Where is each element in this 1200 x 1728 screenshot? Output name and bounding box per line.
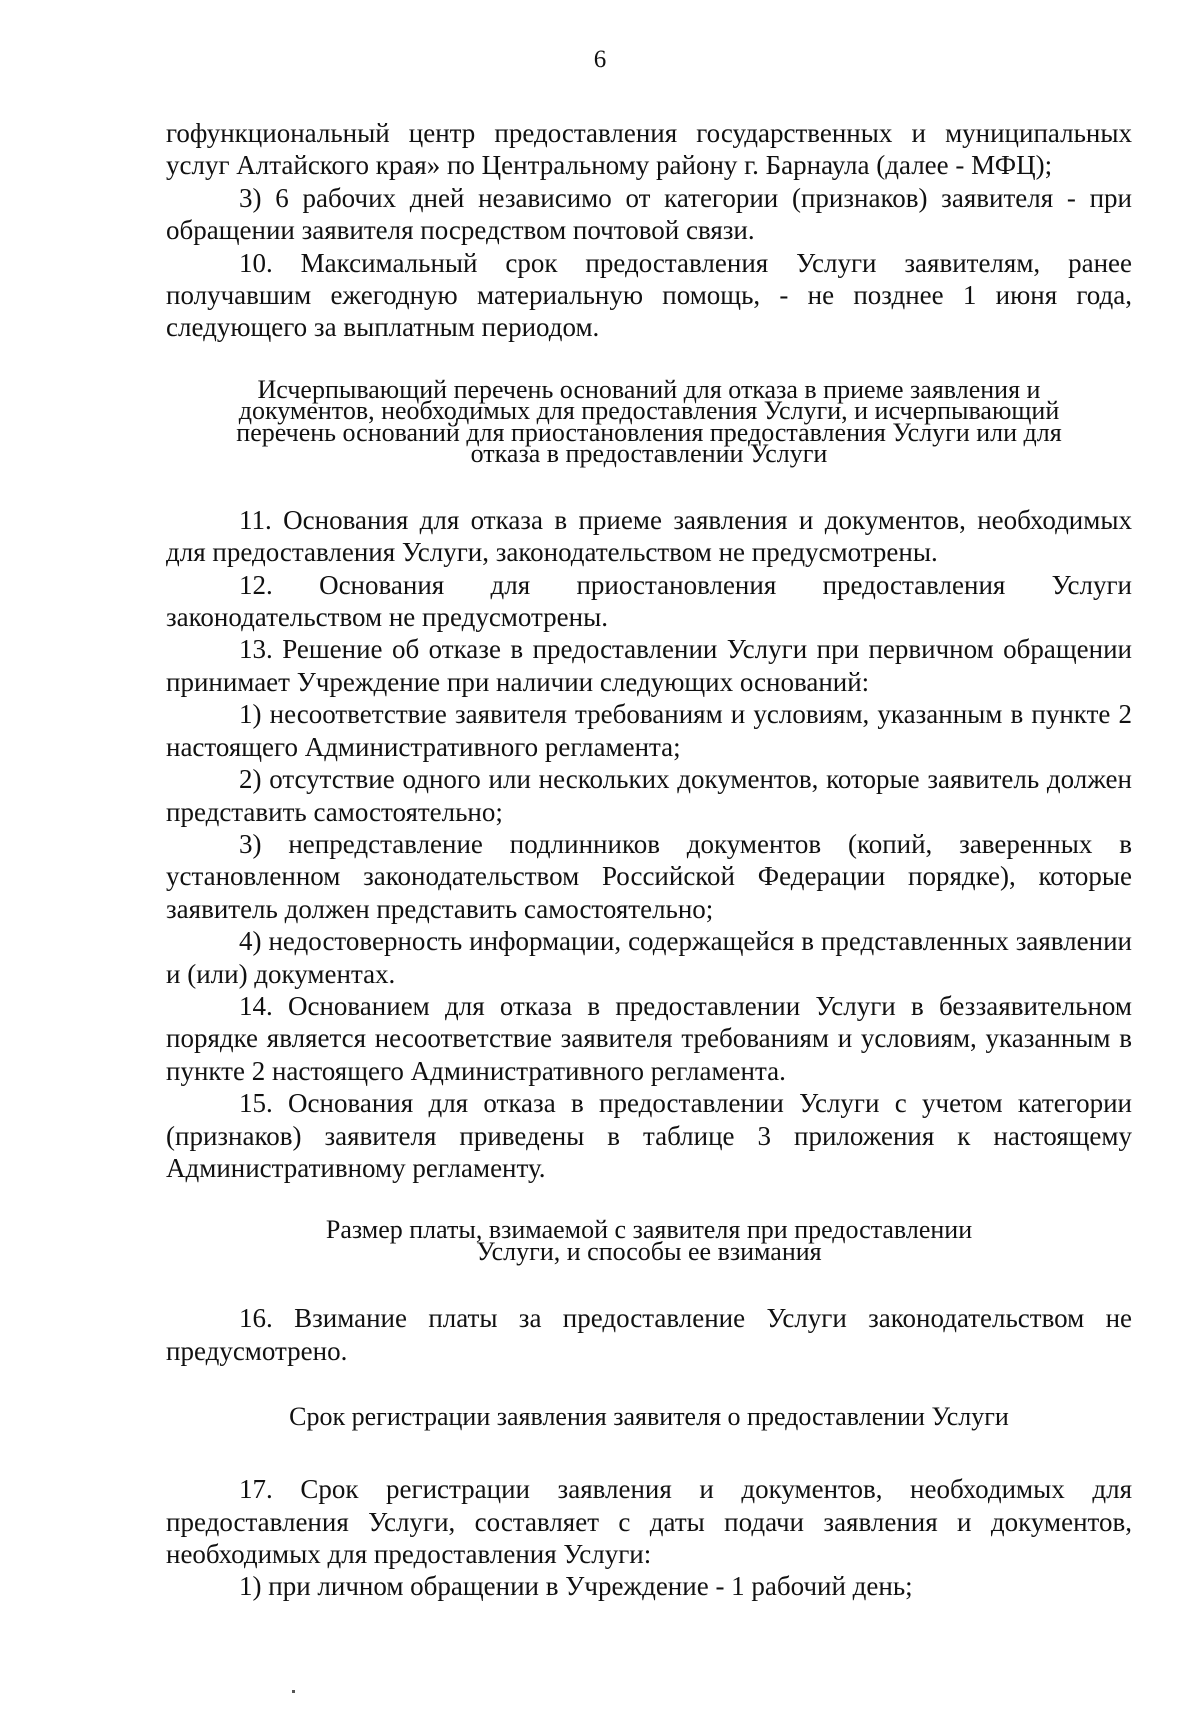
paragraph-item-3: 3) 6 рабочих дней независимо от категории (признаков) заявителя - при обращении заявителя посредством почтовой связи.: [166, 182, 1132, 246]
paragraph-10: 10. Максимальный срок предоставления Услуги заявителям, ранее получавшим ежегодную материальную помощь, - не позднее 1 июня года, следующего за выплатным периодом.: [166, 247, 1132, 343]
paragraph-16: 16. Взимание платы за предоставление Услуги законодательством не предусмотрено.: [166, 1303, 1132, 1366]
paragraph-12: 12. Основания для приостановления предоставления Услуги законодательством не предусмотрены.: [166, 569, 1132, 633]
document-body: [166, 117, 1132, 1603]
section-heading-refusal-grounds: Исчерпывающий перечень оснований для отказа в приеме заявления и документов, необходимых для предоставления Услуги, и исчерпывающий перечень оснований для приостановления предоставления Услуги или для отказа в предоставлении Услуги: [236, 374, 1062, 469]
paragraph-13: 13. Решение об отказе в предоставлении Услуги при первичном обращении принимает Учреждение при наличии следующих оснований:: [166, 634, 1132, 697]
paragraph-17: 17. Срок регистрации заявления и документов, необходимых для предоставления Услуги, составляет с даты подачи заявления и документов, необходимых для предоставления Услуги:: [166, 1474, 1132, 1569]
paragraph-13-item-3: 3) непредставление подлинников документов (копий, заверенных в установленном законодательством Российской Федерации порядке), которые заявитель должен представить самостоятельно;: [166, 828, 1132, 924]
page-number: 6: [593, 46, 607, 73]
paragraph-continuation: гофункциональный центр предоставления государственных и муниципальных услуг Алтайского края» по Центральному району г. Барнаула (далее - МФЦ);: [166, 118, 1132, 181]
scan-dot: [292, 1690, 295, 1693]
section-heading-fee-line-2: Услуги, и способы ее взимания: [476, 1237, 822, 1267]
paragraph-15: 15. Основания для отказа в предоставлении Услуги с учетом категории (признаков) заявителя приведены в таблице 3 приложения к настоящему Административному регламенту.: [166, 1088, 1132, 1183]
paragraph-13-item-4: 4) недостоверность информации, содержащейся в представленных заявлении и (или) документах.: [166, 926, 1132, 989]
section-heading-registration-term: Срок регистрации заявления заявителя о предоставлении Услуги: [289, 1402, 1009, 1432]
paragraph-17-item-1: 1) при личном обращении в Учреждение - 1 рабочий день;: [239, 1571, 913, 1602]
paragraph-13-item-1: 1) несоответствие заявителя требованиям и условиям, указанным в пункте 2 настоящего Административного регламента;: [166, 699, 1132, 762]
paragraph-14: 14. Основанием для отказа в предоставлении Услуги в беззаявительном порядке является несоответствие заявителя требованиям и условиям, указанным в пункте 2 настоящего Административного регламента.: [166, 990, 1132, 1086]
paragraph-13-item-2: 2) отсутствие одного или нескольких документов, которые заявитель должен представить самостоятельно;: [166, 764, 1132, 827]
paragraph-11: 11. Основания для отказа в приеме заявления и документов, необходимых для предоставления Услуги, законодательством не предусмотрены.: [166, 504, 1132, 568]
section-heading-fee-line-1: Размер платы, взимаемой с заявителя при предоставлении: [325, 1215, 973, 1245]
